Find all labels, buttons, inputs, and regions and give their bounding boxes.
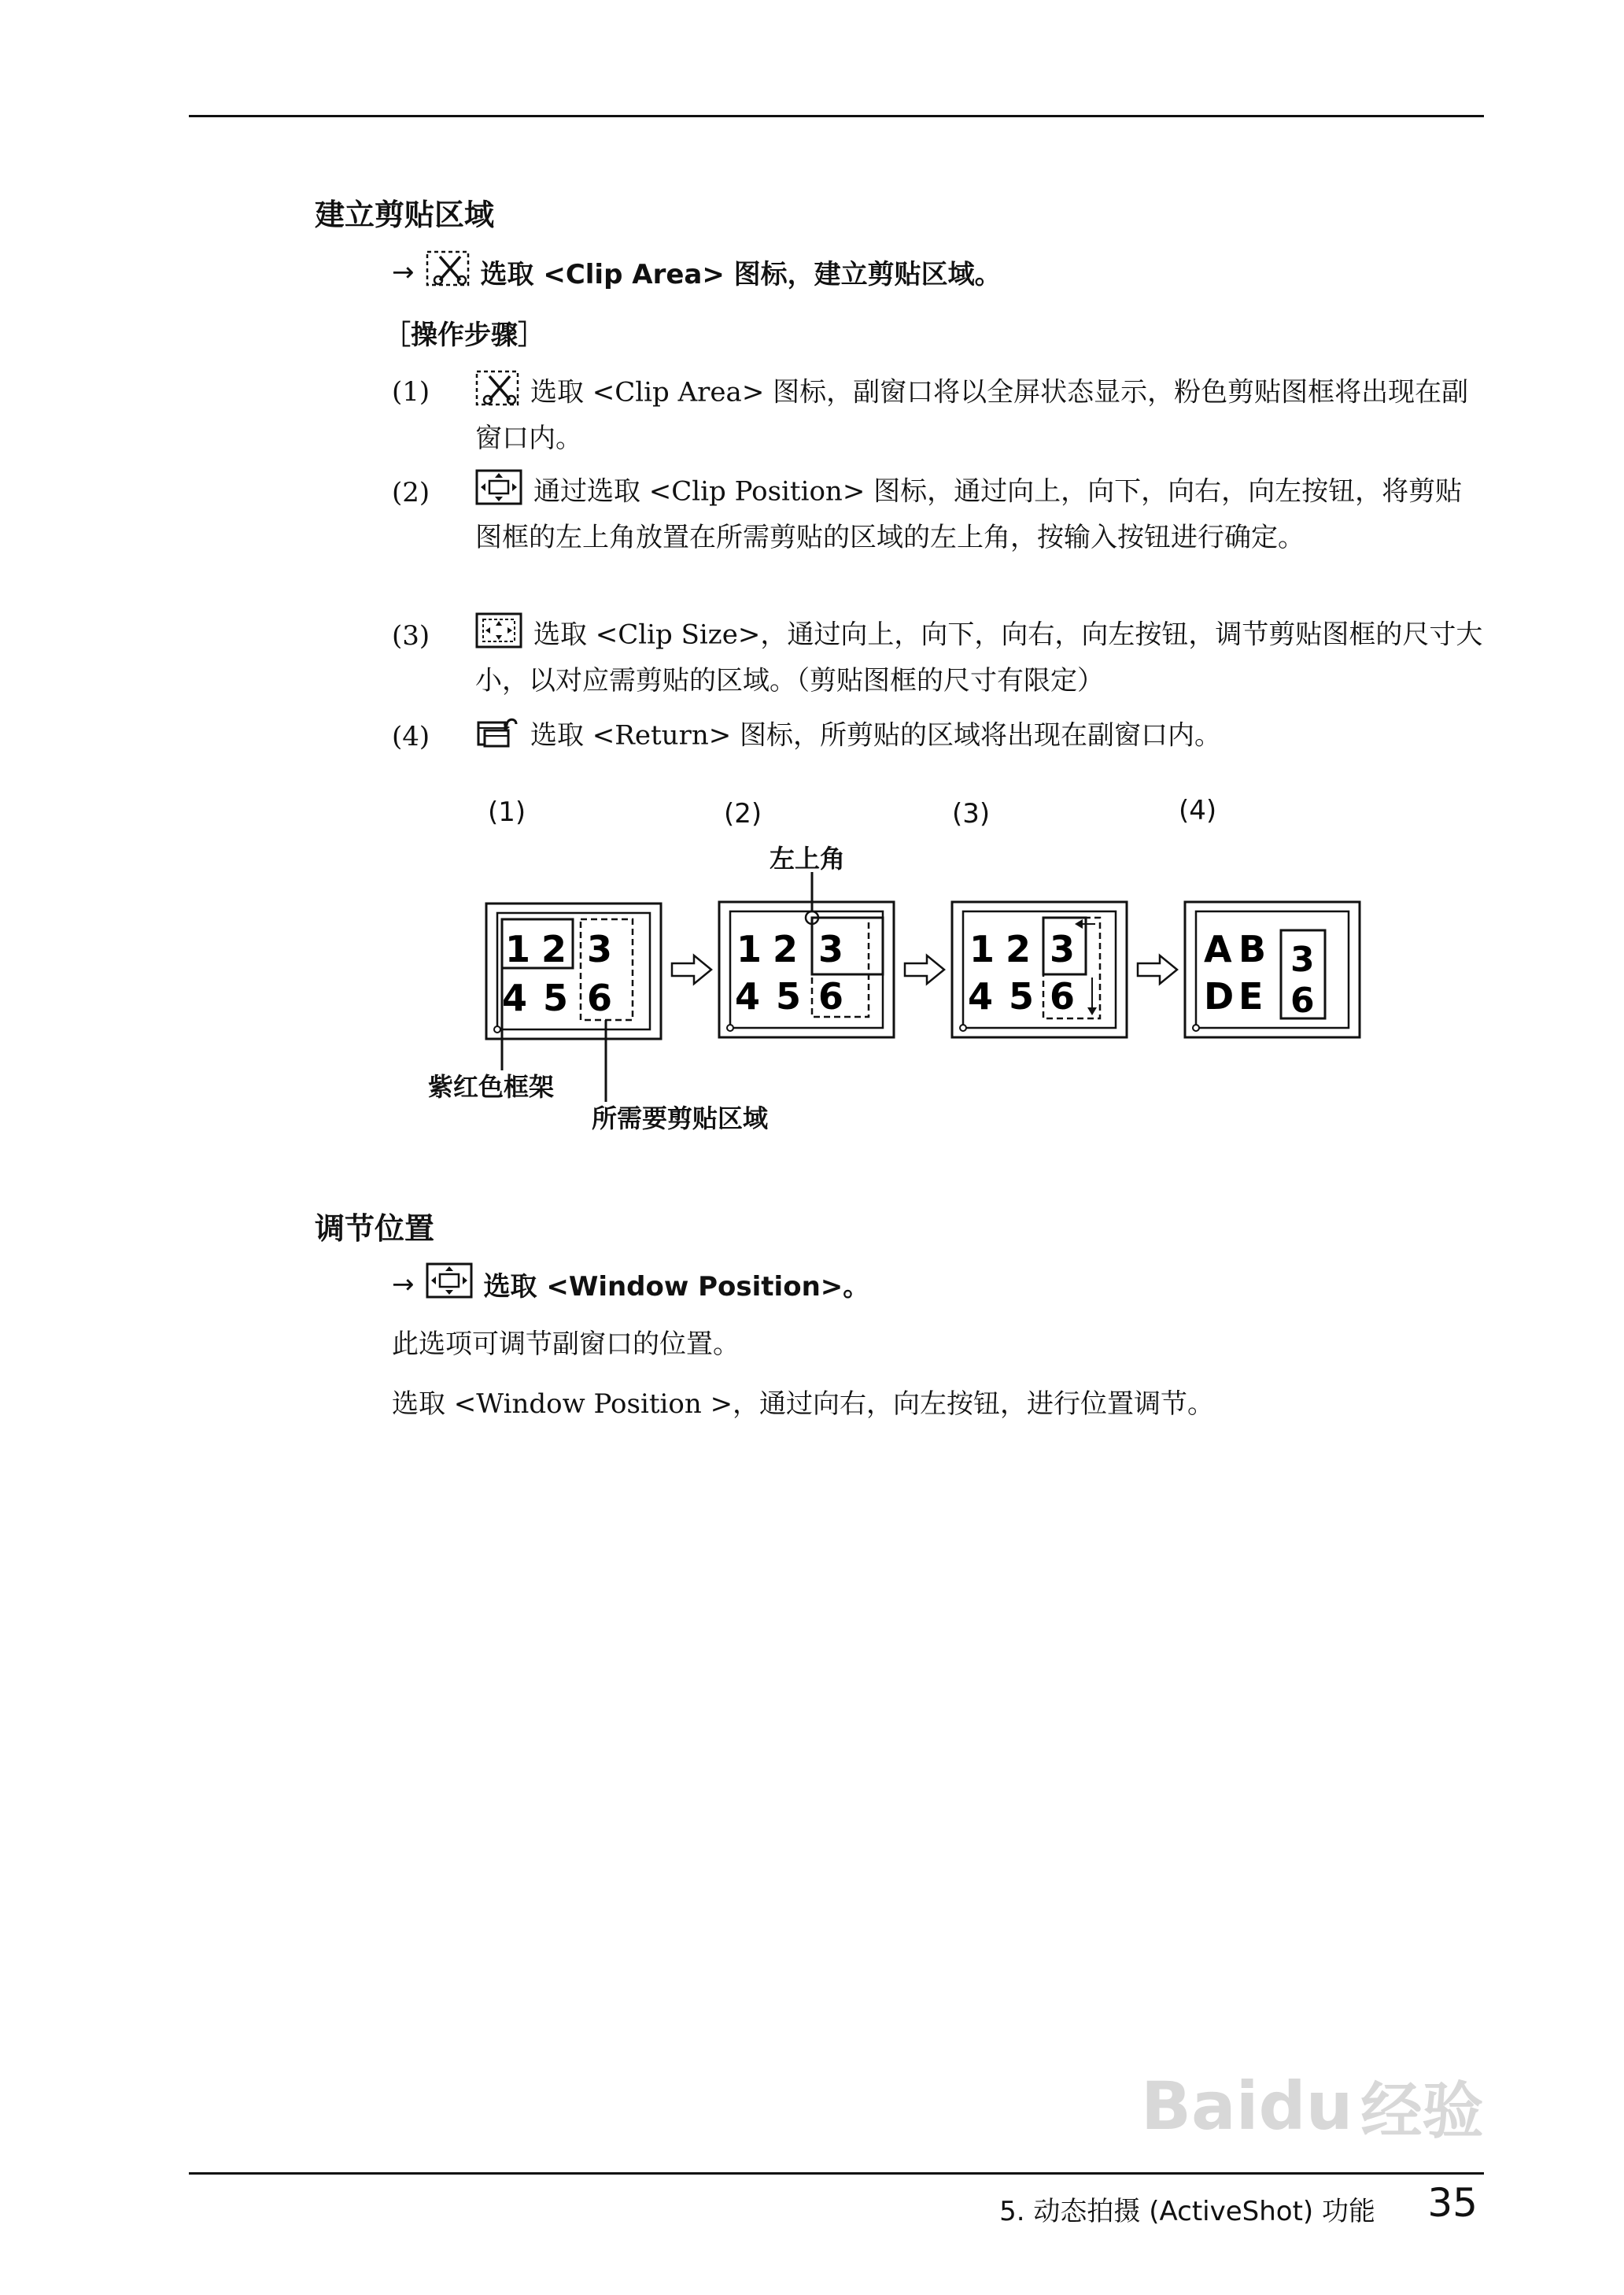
bottom-rule — [189, 2172, 1484, 2175]
svg-text:6: 6 — [818, 975, 844, 1018]
svg-text:2: 2 — [1006, 928, 1032, 970]
digit-3: 3 — [587, 928, 613, 970]
baidu-watermark — [1141, 2062, 1483, 2150]
svg-text:5: 5 — [1009, 975, 1035, 1018]
figure-panel-label-4: (4) — [1179, 795, 1217, 826]
watermark-brand: Baidu — [1141, 2068, 1353, 2145]
svg-text:D: D — [1204, 975, 1235, 1018]
svg-text:B: B — [1238, 928, 1267, 970]
svg-text:A: A — [1204, 928, 1232, 970]
footer-chapter: 5. 动态拍摄 (ActiveShot) 功能 — [999, 2196, 1375, 2227]
required-clip-area-label: 所需要剪贴区域 — [592, 1103, 769, 1133]
svg-text:5: 5 — [776, 975, 802, 1018]
watermark-sub: 经验 — [1360, 2076, 1484, 2147]
section-heading-clip-area: 建立剪贴区域 — [315, 198, 495, 232]
arrow-glyph: → — [392, 256, 415, 288]
step-3-text-block — [475, 612, 1484, 701]
step-2-text-block — [475, 469, 1484, 558]
window-position-para-1: 此选项可调节副窗口的位置。 — [392, 1329, 740, 1360]
svg-text:1: 1 — [969, 928, 995, 970]
digit-2: 2 — [541, 928, 567, 970]
step-2-number: (2) — [392, 477, 430, 508]
svg-text:4: 4 — [968, 975, 994, 1018]
svg-text:6: 6 — [1290, 981, 1315, 1021]
top-left-corner-label: 左上角 — [770, 844, 846, 874]
step-4-text: 选取 <Return> 图标，所剪贴的区域将出现在副窗口内。 — [530, 719, 1222, 752]
top-rule — [189, 115, 1484, 117]
panel-2 — [719, 872, 894, 1037]
window-position-lead — [392, 1262, 869, 1306]
clip-area-lead — [392, 250, 1002, 294]
window-position-para-2: 选取 <Window Position >，通过向右，向左按钮，进行位置调节。 — [392, 1388, 1215, 1420]
clip-area-lead-text: 选取 <Clip Area> 图标，建立剪贴区域。 — [480, 259, 1002, 290]
svg-text:E: E — [1238, 975, 1264, 1018]
panel-3 — [952, 902, 1127, 1037]
step-4-number: (4) — [392, 721, 430, 752]
step-4-text-block — [475, 713, 1484, 761]
window-position-icon — [426, 1262, 473, 1306]
step-3-number: (3) — [392, 620, 430, 652]
svg-text:3: 3 — [1050, 928, 1076, 970]
panel-4 — [1185, 902, 1360, 1037]
svg-text:6: 6 — [1050, 975, 1076, 1018]
step-2-text: 通过选取 <Clip Position> 图标，通过向上，向下，向右，向左按钮，将剪贴图框的左上角放置在所需剪贴的区域的左上角，按输入按钮进行确定。 — [475, 475, 1463, 553]
figure-panel-label-2: (2) — [724, 798, 762, 830]
digit-4: 4 — [502, 977, 528, 1019]
digit-1: 1 — [505, 928, 531, 970]
svg-text:1: 1 — [736, 928, 762, 970]
step-1-number: (1) — [392, 376, 430, 408]
svg-text:2: 2 — [773, 928, 799, 970]
return-icon — [475, 713, 519, 761]
clip-size-icon — [475, 612, 522, 660]
magenta-frame-label: 紫红色框架 — [428, 1072, 555, 1102]
arrow-2 — [905, 955, 944, 984]
step-3-text: 选取 <Clip Size>，通过向上，向下，向右，向左按钮，调节剪贴图框的尺寸大小，以对应需剪贴的区域。（剪贴图框的尺寸有限定） — [475, 619, 1483, 697]
clip-area-figure — [409, 787, 1377, 1141]
svg-text:4: 4 — [735, 975, 761, 1018]
svg-text:3: 3 — [1290, 940, 1315, 980]
clip-position-icon — [475, 469, 522, 517]
digit-5: 5 — [543, 977, 569, 1019]
figure-diagram — [409, 787, 1377, 1141]
clip-area-icon — [475, 370, 519, 418]
section-heading-adjust-position: 调节位置 — [315, 1211, 435, 1246]
arrow-glyph: → — [392, 1268, 415, 1300]
page-number: 35 — [1427, 2180, 1478, 2226]
arrow-1 — [672, 955, 711, 984]
procedure-label: ［操作步骤］ — [384, 320, 544, 351]
step-1-text: 选取 <Clip Area> 图标，副窗口将以全屏状态显示，粉色剪贴图框将出现在副窗口内。 — [475, 376, 1469, 454]
figure-panel-label-1: (1) — [488, 796, 526, 828]
figure-panel-label-3: (3) — [952, 798, 991, 830]
clip-area-icon — [426, 250, 470, 294]
digit-6: 6 — [587, 977, 613, 1019]
svg-text:3: 3 — [818, 928, 844, 970]
window-position-lead-text: 选取 <Window Position>。 — [483, 1271, 870, 1303]
arrow-3 — [1138, 955, 1177, 984]
step-1-text-block — [475, 370, 1484, 459]
